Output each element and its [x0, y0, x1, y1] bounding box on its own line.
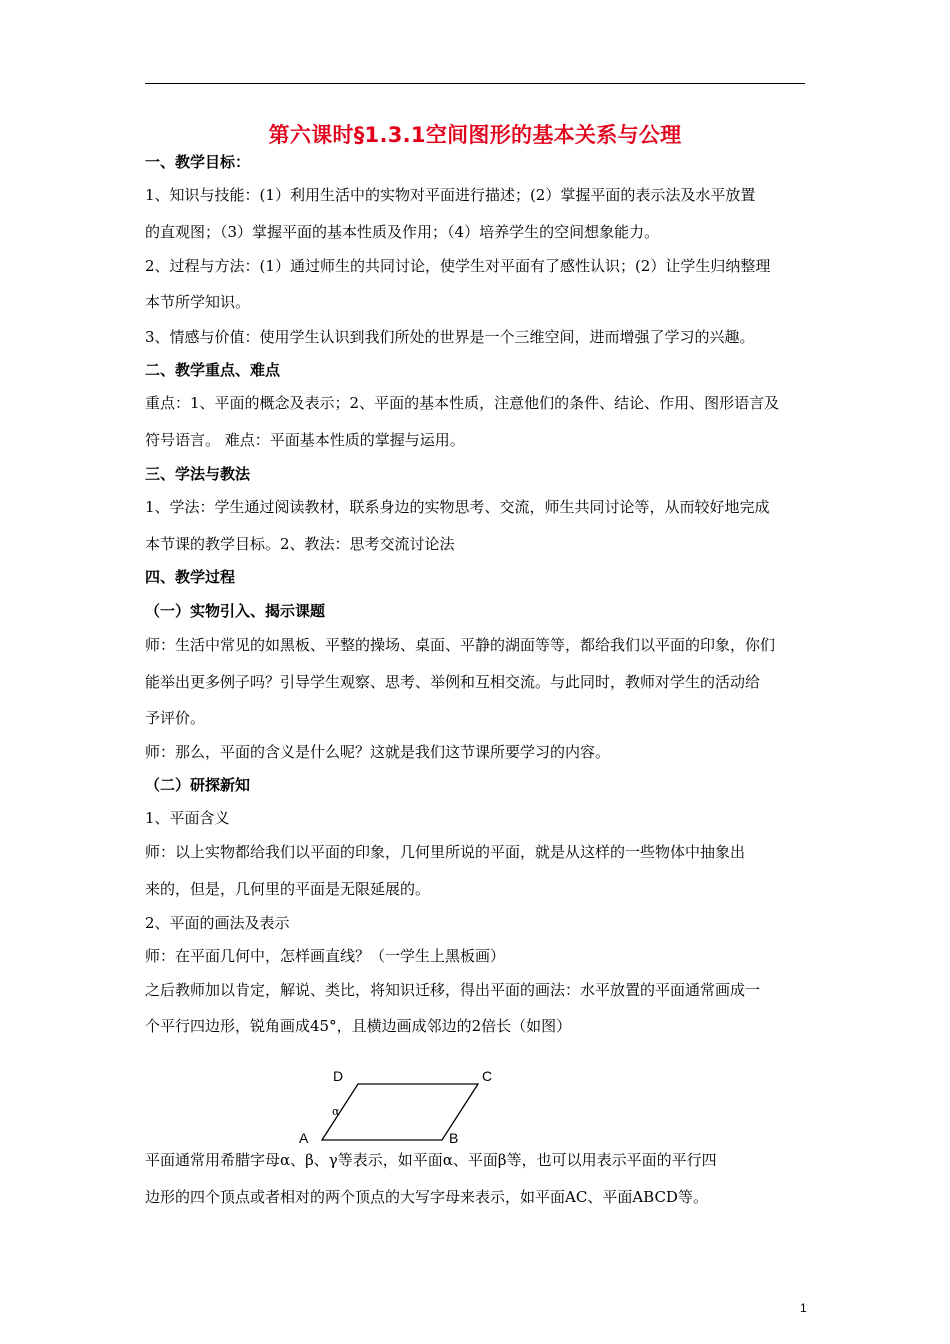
vertex-label-a: A	[299, 1130, 309, 1146]
vertex-label-b: B	[449, 1130, 459, 1146]
text-line: 予评价。	[145, 709, 206, 727]
text-line: 符号语言。 难点：平面基本性质的掌握与运用。	[145, 431, 465, 449]
text-line: 1、学法：学生通过阅读教材，联系身边的实物思考、交流，师生共同讨论等，从而较好地完成	[145, 498, 770, 516]
text-line: 来的，但是，几何里的平面是无限延展的。	[145, 880, 431, 898]
parallelogram-figure	[290, 1062, 510, 1154]
text-line: 2、平面的画法及表示	[145, 914, 290, 932]
section-heading: 三、学法与教法	[145, 465, 251, 483]
section-heading: 四、教学过程	[145, 568, 236, 586]
page-number: 1	[800, 1301, 807, 1315]
vertex-label-c: C	[482, 1068, 493, 1084]
subsection-heading: （二）研探新知	[145, 776, 251, 794]
text-line: 平面通常用希腊字母α、β、γ等表示，如平面α、平面β等，也可以用表示平面的平行四	[145, 1151, 717, 1169]
header-rule	[145, 83, 805, 84]
text-line: 重点：1、平面的概念及表示；2、平面的基本性质，注意他们的条件、结论、作用、图形语言及	[145, 394, 780, 412]
text-line: 边形的四个顶点或者相对的两个顶点的大写字母来表示，如平面AC、平面ABCD等。	[145, 1188, 708, 1206]
page-title: 第六课时§1.3.1空间图形的基本关系与公理	[268, 123, 682, 147]
plane-label-alpha: α	[332, 1105, 340, 1118]
text-line: 1、知识与技能：(1）利用生活中的实物对平面进行描述；(2）掌握平面的表示法及水平放置	[145, 186, 756, 204]
text-line: 3、情感与价值：使用学生认识到我们所处的世界是一个三维空间，进而增强了学习的兴趣。	[145, 328, 755, 346]
text-line: 的直观图；（3）掌握平面的基本性质及作用；（4）培养学生的空间想象能力。	[145, 223, 660, 241]
text-line: 能举出更多例子吗？引导学生观察、思考、举例和互相交流。与此同时，教师对学生的活动给	[145, 673, 761, 691]
text-line: 师：以上实物都给我们以平面的印象，几何里所说的平面，就是从这样的一些物体中抽象出	[145, 843, 746, 861]
text-line: 2、过程与方法：(1）通过师生的共同讨论，使学生对平面有了感性认识；(2）让学生归纳整理	[145, 257, 771, 275]
text-line: 师：生活中常见的如黑板、平整的操场、桌面、平静的湖面等等，都给我们以平面的印象，你们	[145, 636, 776, 654]
text-line: 师：那么，平面的含义是什么呢？这就是我们这节课所要学习的内容。	[145, 743, 611, 761]
text-line: 师：在平面几何中，怎样画直线？（一学生上黑板画）	[145, 947, 506, 965]
text-line: 个平行四边形，锐角画成45°，且横边画成邻边的2倍长（如图）	[145, 1017, 572, 1035]
text-line: 之后教师加以肯定，解说、类比，将知识迁移，得出平面的画法：水平放置的平面通常画成一	[145, 981, 761, 999]
subsection-heading: （一）实物引入、揭示课题	[145, 602, 326, 620]
vertex-label-d: D	[333, 1068, 344, 1084]
text-line: 本节所学知识。	[145, 293, 251, 311]
text-line: 1、平面含义	[145, 809, 230, 827]
text-line: 本节课的教学目标。2、教法：思考交流讨论法	[145, 535, 455, 553]
section-heading: 一、教学目标：	[145, 153, 251, 171]
section-heading: 二、教学重点、难点	[145, 361, 281, 379]
